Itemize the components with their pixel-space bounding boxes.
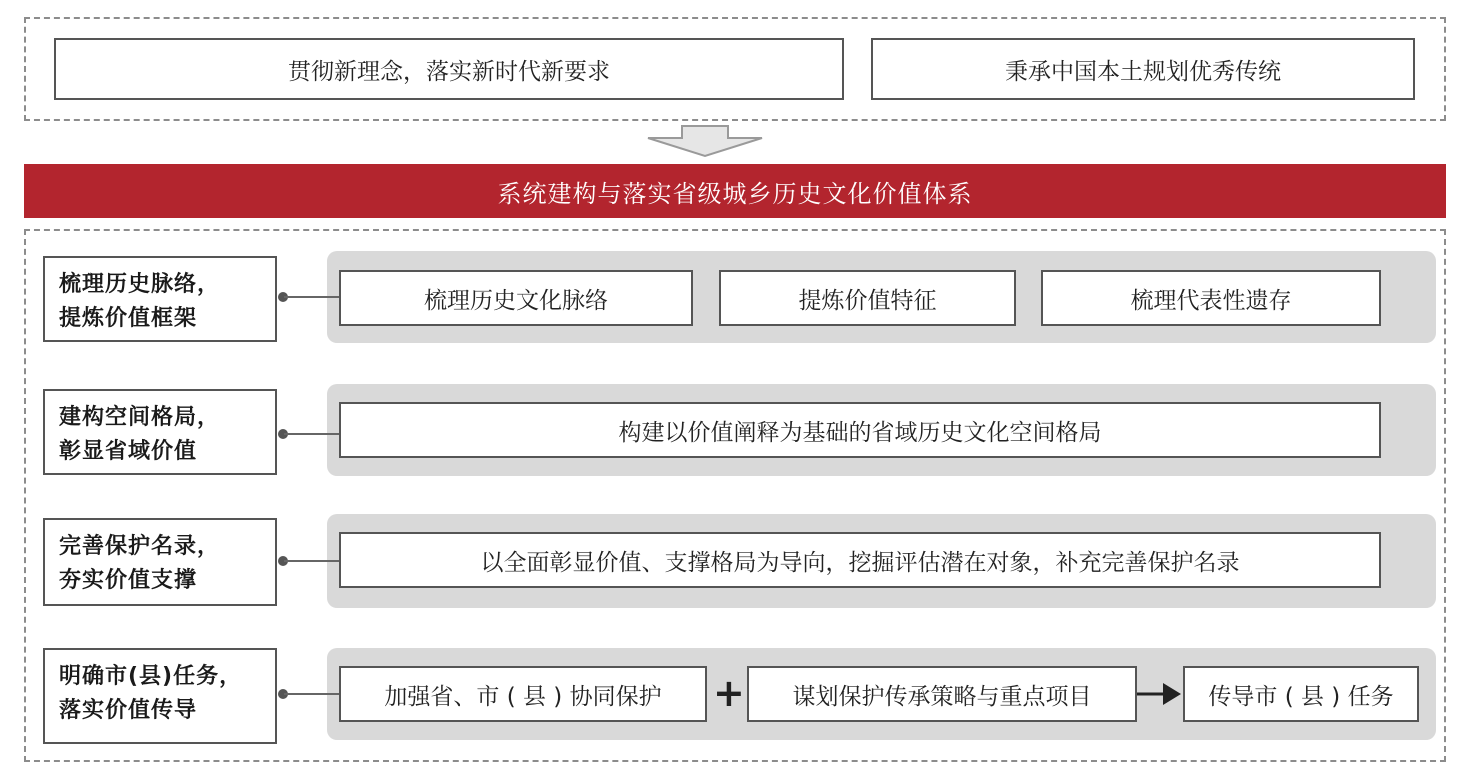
row-3-label — [43, 518, 277, 606]
row-4-item-2: 谋划保护传承策略与重点项目 — [747, 666, 1137, 722]
row-1-label-line2: 提炼价值框架 — [59, 306, 198, 331]
row-1-label-line1: 梳理历史脉络， — [59, 272, 221, 297]
top-right-box: 秉承中国本土规划优秀传统 — [871, 38, 1415, 100]
top-left-box: 贯彻新理念，落实新时代新要求 — [54, 38, 844, 100]
row-2-label — [43, 389, 277, 475]
row-1-connector-line — [284, 296, 340, 298]
right-arrow-icon — [1137, 680, 1183, 708]
plus-icon: + — [713, 671, 745, 715]
down-arrow-icon — [640, 124, 770, 158]
row-2-item-1: 构建以价值阐释为基础的省域历史文化空间格局 — [339, 402, 1381, 458]
row-3-label-line1: 完善保护名录， — [59, 534, 221, 559]
core-banner: 系统建构与落实省级城乡历史文化价值体系 — [24, 164, 1446, 218]
row-1-item-1: 梳理历史文化脉络 — [339, 270, 693, 326]
row-4-connector-line — [284, 693, 340, 695]
row-3-label-line2: 夯实价值支撑 — [59, 568, 198, 593]
row-2-connector-line — [284, 433, 340, 435]
row-1-item-2: 提炼价值特征 — [719, 270, 1016, 326]
row-2-label-line2: 彰显省域价值 — [59, 439, 198, 464]
row-3-item-1: 以全面彰显价值、支撑格局为导向，挖掘评估潜在对象，补充完善保护名录 — [339, 532, 1381, 588]
row-4-item-1: 加强省、市 ( 县 ) 协同保护 — [339, 666, 707, 722]
row-4-item-3: 传导市 ( 县 ) 任务 — [1183, 666, 1419, 722]
row-4-label-line1: 明确市(县)任务， — [59, 664, 243, 689]
row-1-item-3: 梳理代表性遗存 — [1041, 270, 1381, 326]
row-4-label — [43, 648, 277, 744]
row-1-label — [43, 256, 277, 342]
row-2-label-line1: 建构空间格局， — [59, 405, 221, 430]
row-3-connector-line — [284, 560, 340, 562]
row-4-label-line2: 落实价值传导 — [59, 698, 198, 723]
